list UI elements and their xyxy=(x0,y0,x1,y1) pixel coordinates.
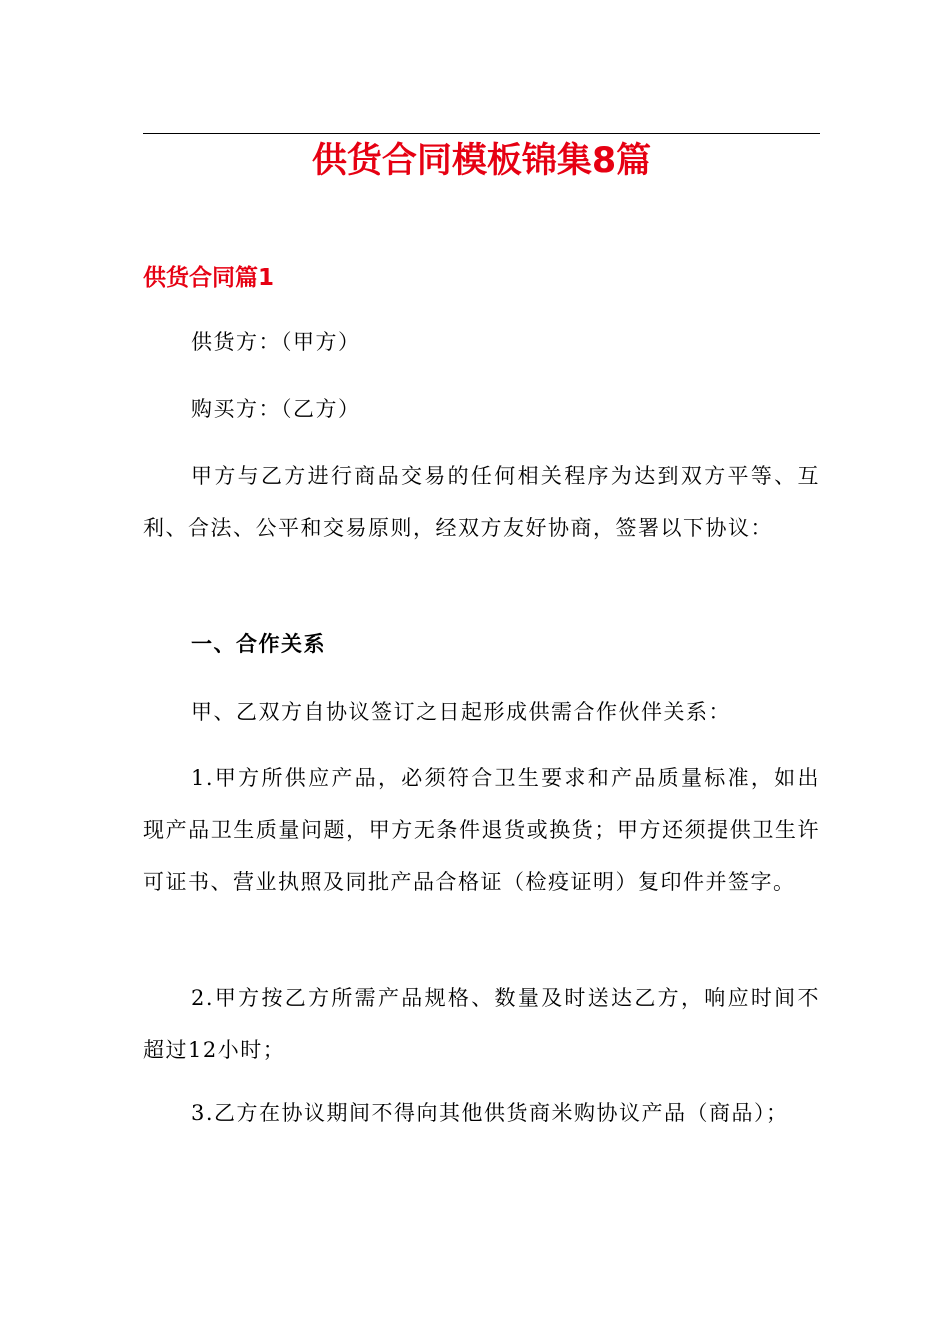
paragraph-preamble: 甲方与乙方进行商品交易的任何相关程序为达到双方平等、互利、合法、公平和交易原则，经双方友好协商，签署以下协议： xyxy=(143,464,820,540)
section-heading: 供货合同篇1 xyxy=(143,265,275,291)
clause-item-3: 3.乙方在协议期间不得向其他供货商米购协议产品（商品）； xyxy=(191,1101,789,1125)
header-rule xyxy=(143,133,820,134)
paragraph-supplier: 供货方：（甲方） xyxy=(191,330,361,354)
paragraph-buyer: 购买方：（乙方） xyxy=(191,397,361,421)
document-title: 供货合同模板锦集8篇 xyxy=(311,141,652,181)
clause-heading-cooperation: 一、合作关系 xyxy=(191,632,326,656)
clause-item-2: 2.甲方按乙方所需产品规格、数量及时送达乙方，响应时间不超过12小时； xyxy=(143,986,820,1062)
paragraph-cooperation-intro: 甲、乙双方自协议签订之日起形成供需合作伙伴关系： xyxy=(191,700,731,724)
clause-item-1: 1.甲方所供应产品，必须符合卫生要求和产品质量标准，如出现产品卫生质量问题，甲方无条件退货或换货；甲方还须提供卫生许可证书、营业执照及同批产品合格证（检疫证明）复印件并签字。 xyxy=(143,766,820,894)
